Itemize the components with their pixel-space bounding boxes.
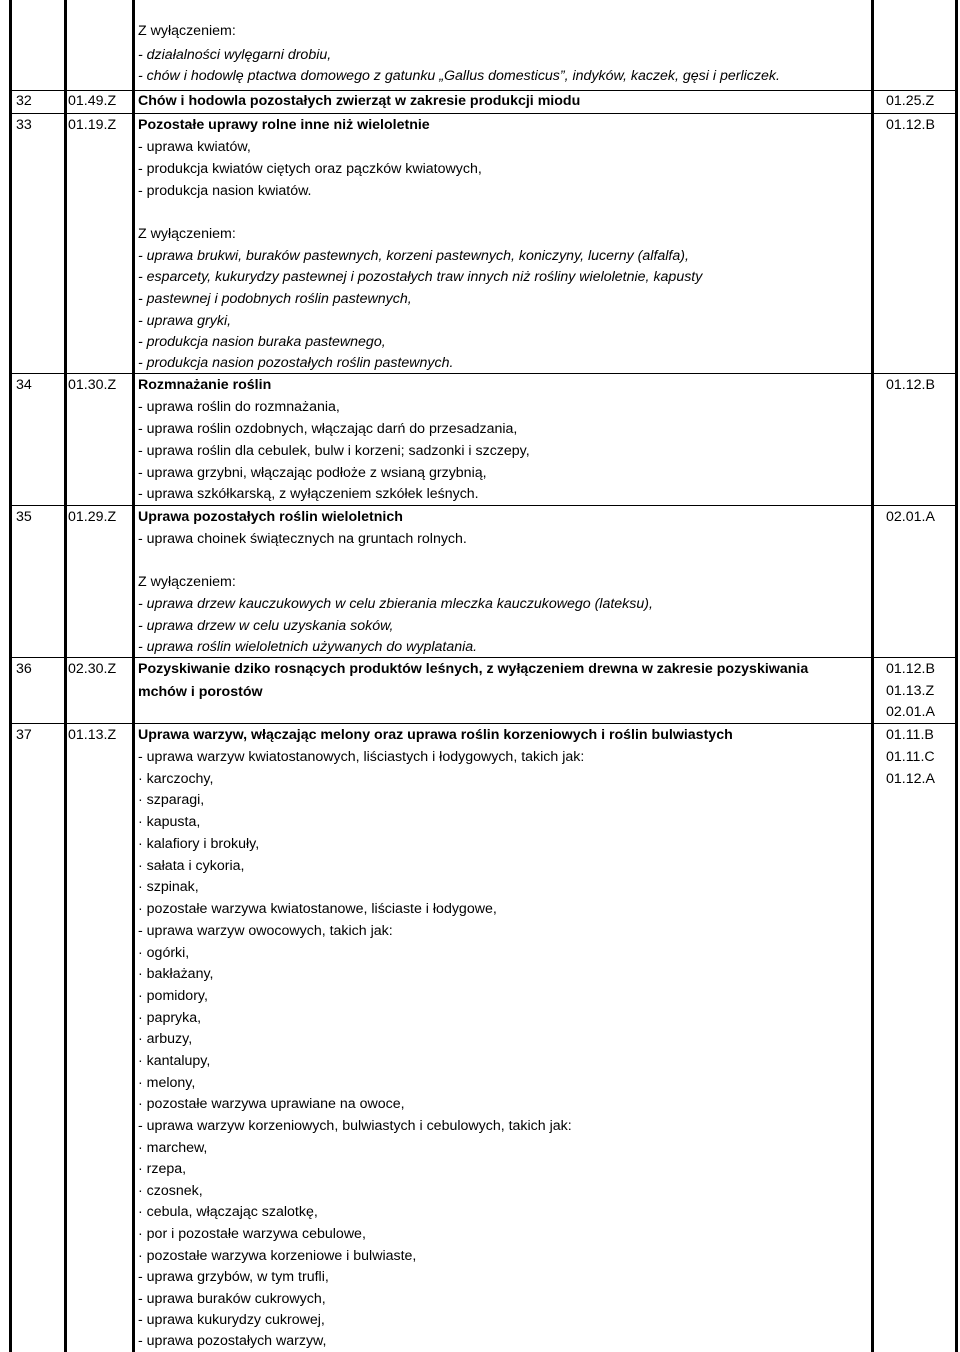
- exclusion-line: - uprawa gryki,: [138, 313, 232, 329]
- exclusion-line: - esparcety, kukurydzy pastewnej i pozostałych traw innych niż rośliny wieloletnie, kapusty: [138, 269, 703, 285]
- column-border-desc-pkd: [871, 0, 874, 1352]
- row-pkd: 01.13.Z: [886, 683, 935, 699]
- row-body-line: · papryka,: [138, 1010, 202, 1026]
- row-code: 01.49.Z: [68, 93, 117, 109]
- row-body-line: - uprawa warzyw owocowych, takich jak:: [138, 923, 393, 939]
- row-body-line: · pomidory,: [138, 988, 208, 1004]
- exclusion-line: - pastewnej i podobnych roślin pastewnych,: [138, 291, 412, 307]
- row-body-line: - uprawa grzybni, włączając podłoże z wsianą grzybnią,: [138, 465, 487, 481]
- exclusion-line: - uprawa brukwi, buraków pastewnych, korzeni pastewnych, koniczyny, lucerny (alfalfa),: [138, 248, 689, 264]
- row-body-line: · marchew,: [138, 1140, 208, 1156]
- column-border-left: [9, 0, 12, 1352]
- row-body-line: - uprawa grzybów, w tym trufli,: [138, 1269, 329, 1285]
- row-body-line: · por i pozostałe warzywa cebulowe,: [138, 1226, 366, 1242]
- row-body-line: - uprawa roślin ozdobnych, włączając darń do przesadzania,: [138, 421, 518, 437]
- exclusion-heading: Z wyłączeniem:: [138, 574, 236, 590]
- row-code: 02.30.Z: [68, 661, 117, 677]
- exclusion-line: - uprawa roślin wieloletnich używanych do wyplatania.: [138, 639, 478, 655]
- row-pkd: 01.12.B: [886, 661, 935, 677]
- row-body-line: · rzepa,: [138, 1161, 187, 1177]
- row-body-line: - uprawa roślin do rozmnażania,: [138, 399, 340, 415]
- row-body-line: - uprawa kwiatów,: [138, 139, 251, 155]
- exclusion-heading: Z wyłączeniem:: [138, 23, 236, 39]
- row-code: 01.30.Z: [68, 377, 117, 393]
- row-body-line: - uprawa pozostałych warzyw,: [138, 1333, 327, 1349]
- exclusion-line: - produkcja nasion buraka pastewnego,: [138, 334, 386, 350]
- row-body-line: · ogórki,: [138, 945, 190, 961]
- row-title: Uprawa warzyw, włączając melony oraz uprawa roślin korzeniowych i roślin bulwiastych: [138, 727, 733, 743]
- column-border-num-code: [64, 0, 67, 1352]
- row-pkd: 01.12.A: [886, 771, 935, 787]
- row-title: Pozyskiwanie dziko rosnących produktów leśnych, z wyłączeniem drewna w zakresie pozyskiwania: [138, 661, 809, 677]
- row-pkd: 01.11.B: [886, 727, 934, 743]
- exclusion-line: - chów i hodowlę ptactwa domowego z gatunku „Gallus domesticus”, indyków, kaczek, gęsi i perliczek.: [138, 68, 780, 84]
- exclusion-line: - uprawa drzew kauczukowych w celu zbierania mleczka kauczukowego (lateksu),: [138, 596, 653, 612]
- row-body-line: · czosnek,: [138, 1183, 203, 1199]
- exclusion-heading: Z wyłączeniem:: [138, 226, 236, 242]
- row-pkd: 01.12.B: [886, 117, 935, 133]
- row-number: 34: [16, 377, 32, 393]
- row-body-line: · pozostałe warzywa korzeniowe i bulwiaste,: [138, 1248, 417, 1264]
- row-title: Pozostałe uprawy rolne inne niż wieloletnie: [138, 117, 430, 133]
- exclusion-line: - działalności wylęgarni drobiu,: [138, 47, 332, 63]
- row-body-line: - uprawa warzyw kwiatostanowych, liściastych i łodygowych, takich jak:: [138, 749, 585, 765]
- row-body-line: - uprawa kukurydzy cukrowej,: [138, 1312, 325, 1328]
- row-body-line: · sałata i cykoria,: [138, 858, 245, 874]
- row-body-line: · bakłażany,: [138, 966, 214, 982]
- row-code: 01.19.Z: [68, 117, 117, 133]
- column-border-code-desc: [132, 0, 135, 1352]
- row-body-line: - produkcja nasion kwiatów.: [138, 183, 312, 199]
- row-body-line: - uprawa buraków cukrowych,: [138, 1291, 326, 1307]
- row-body-line: - uprawa warzyw korzeniowych, bulwiastych i cebulowych, takich jak:: [138, 1118, 572, 1134]
- column-border-right: [955, 0, 958, 1352]
- row-body-line: · melony,: [138, 1075, 196, 1091]
- row-body-line: · arbuzy,: [138, 1031, 193, 1047]
- row-body-line: - uprawa choinek świątecznych na gruntach rolnych.: [138, 531, 467, 547]
- row-body-line: · kapusta,: [138, 814, 201, 830]
- row-body-line: · szparagi,: [138, 792, 205, 808]
- row-body-line: - uprawa szkółkarską, z wyłączeniem szkółek leśnych.: [138, 486, 479, 502]
- row-body-line: · kantalupy,: [138, 1053, 211, 1069]
- row-number: 36: [16, 661, 32, 677]
- exclusion-line: - uprawa drzew w celu uzyskania soków,: [138, 618, 394, 634]
- row-pkd: 01.12.B: [886, 377, 935, 393]
- row-pkd: 02.01.A: [886, 509, 935, 525]
- row-number: 35: [16, 509, 32, 525]
- row-pkd: 01.11.C: [886, 749, 935, 765]
- row-body-line: · szpinak,: [138, 879, 199, 895]
- row-title: Rozmnażanie roślin: [138, 377, 272, 393]
- row-number: 33: [16, 117, 32, 133]
- row-code: 01.29.Z: [68, 509, 117, 525]
- row-pkd: 01.25.Z: [886, 93, 935, 109]
- row-code: 01.13.Z: [68, 727, 117, 743]
- row-body-line: · kalafiory i brokuły,: [138, 836, 260, 852]
- exclusion-line: - produkcja nasion pozostałych roślin pastewnych.: [138, 355, 454, 371]
- row-body-line: · pozostałe warzywa kwiatostanowe, liściaste i łodygowe,: [138, 901, 497, 917]
- row-title: Chów i hodowla pozostałych zwierząt w zakresie produkcji miodu: [138, 93, 581, 109]
- row-number: 37: [16, 727, 32, 743]
- row-body-line: · pozostałe warzywa uprawiane na owoce,: [138, 1096, 405, 1112]
- row-number: 32: [16, 93, 32, 109]
- row-title: mchów i porostów: [138, 684, 263, 700]
- row-title: Uprawa pozostałych roślin wieloletnich: [138, 509, 403, 525]
- row-pkd: 02.01.A: [886, 704, 935, 720]
- row-body-line: · cebula, włączając szalotkę,: [138, 1204, 318, 1220]
- row-body-line: - uprawa roślin dla cebulek, bulw i korzeni; sadzonki i szczepy,: [138, 443, 530, 459]
- row-body-line: - produkcja kwiatów ciętych oraz pączków kwiatowych,: [138, 161, 482, 177]
- row-body-line: · karczochy,: [138, 771, 214, 787]
